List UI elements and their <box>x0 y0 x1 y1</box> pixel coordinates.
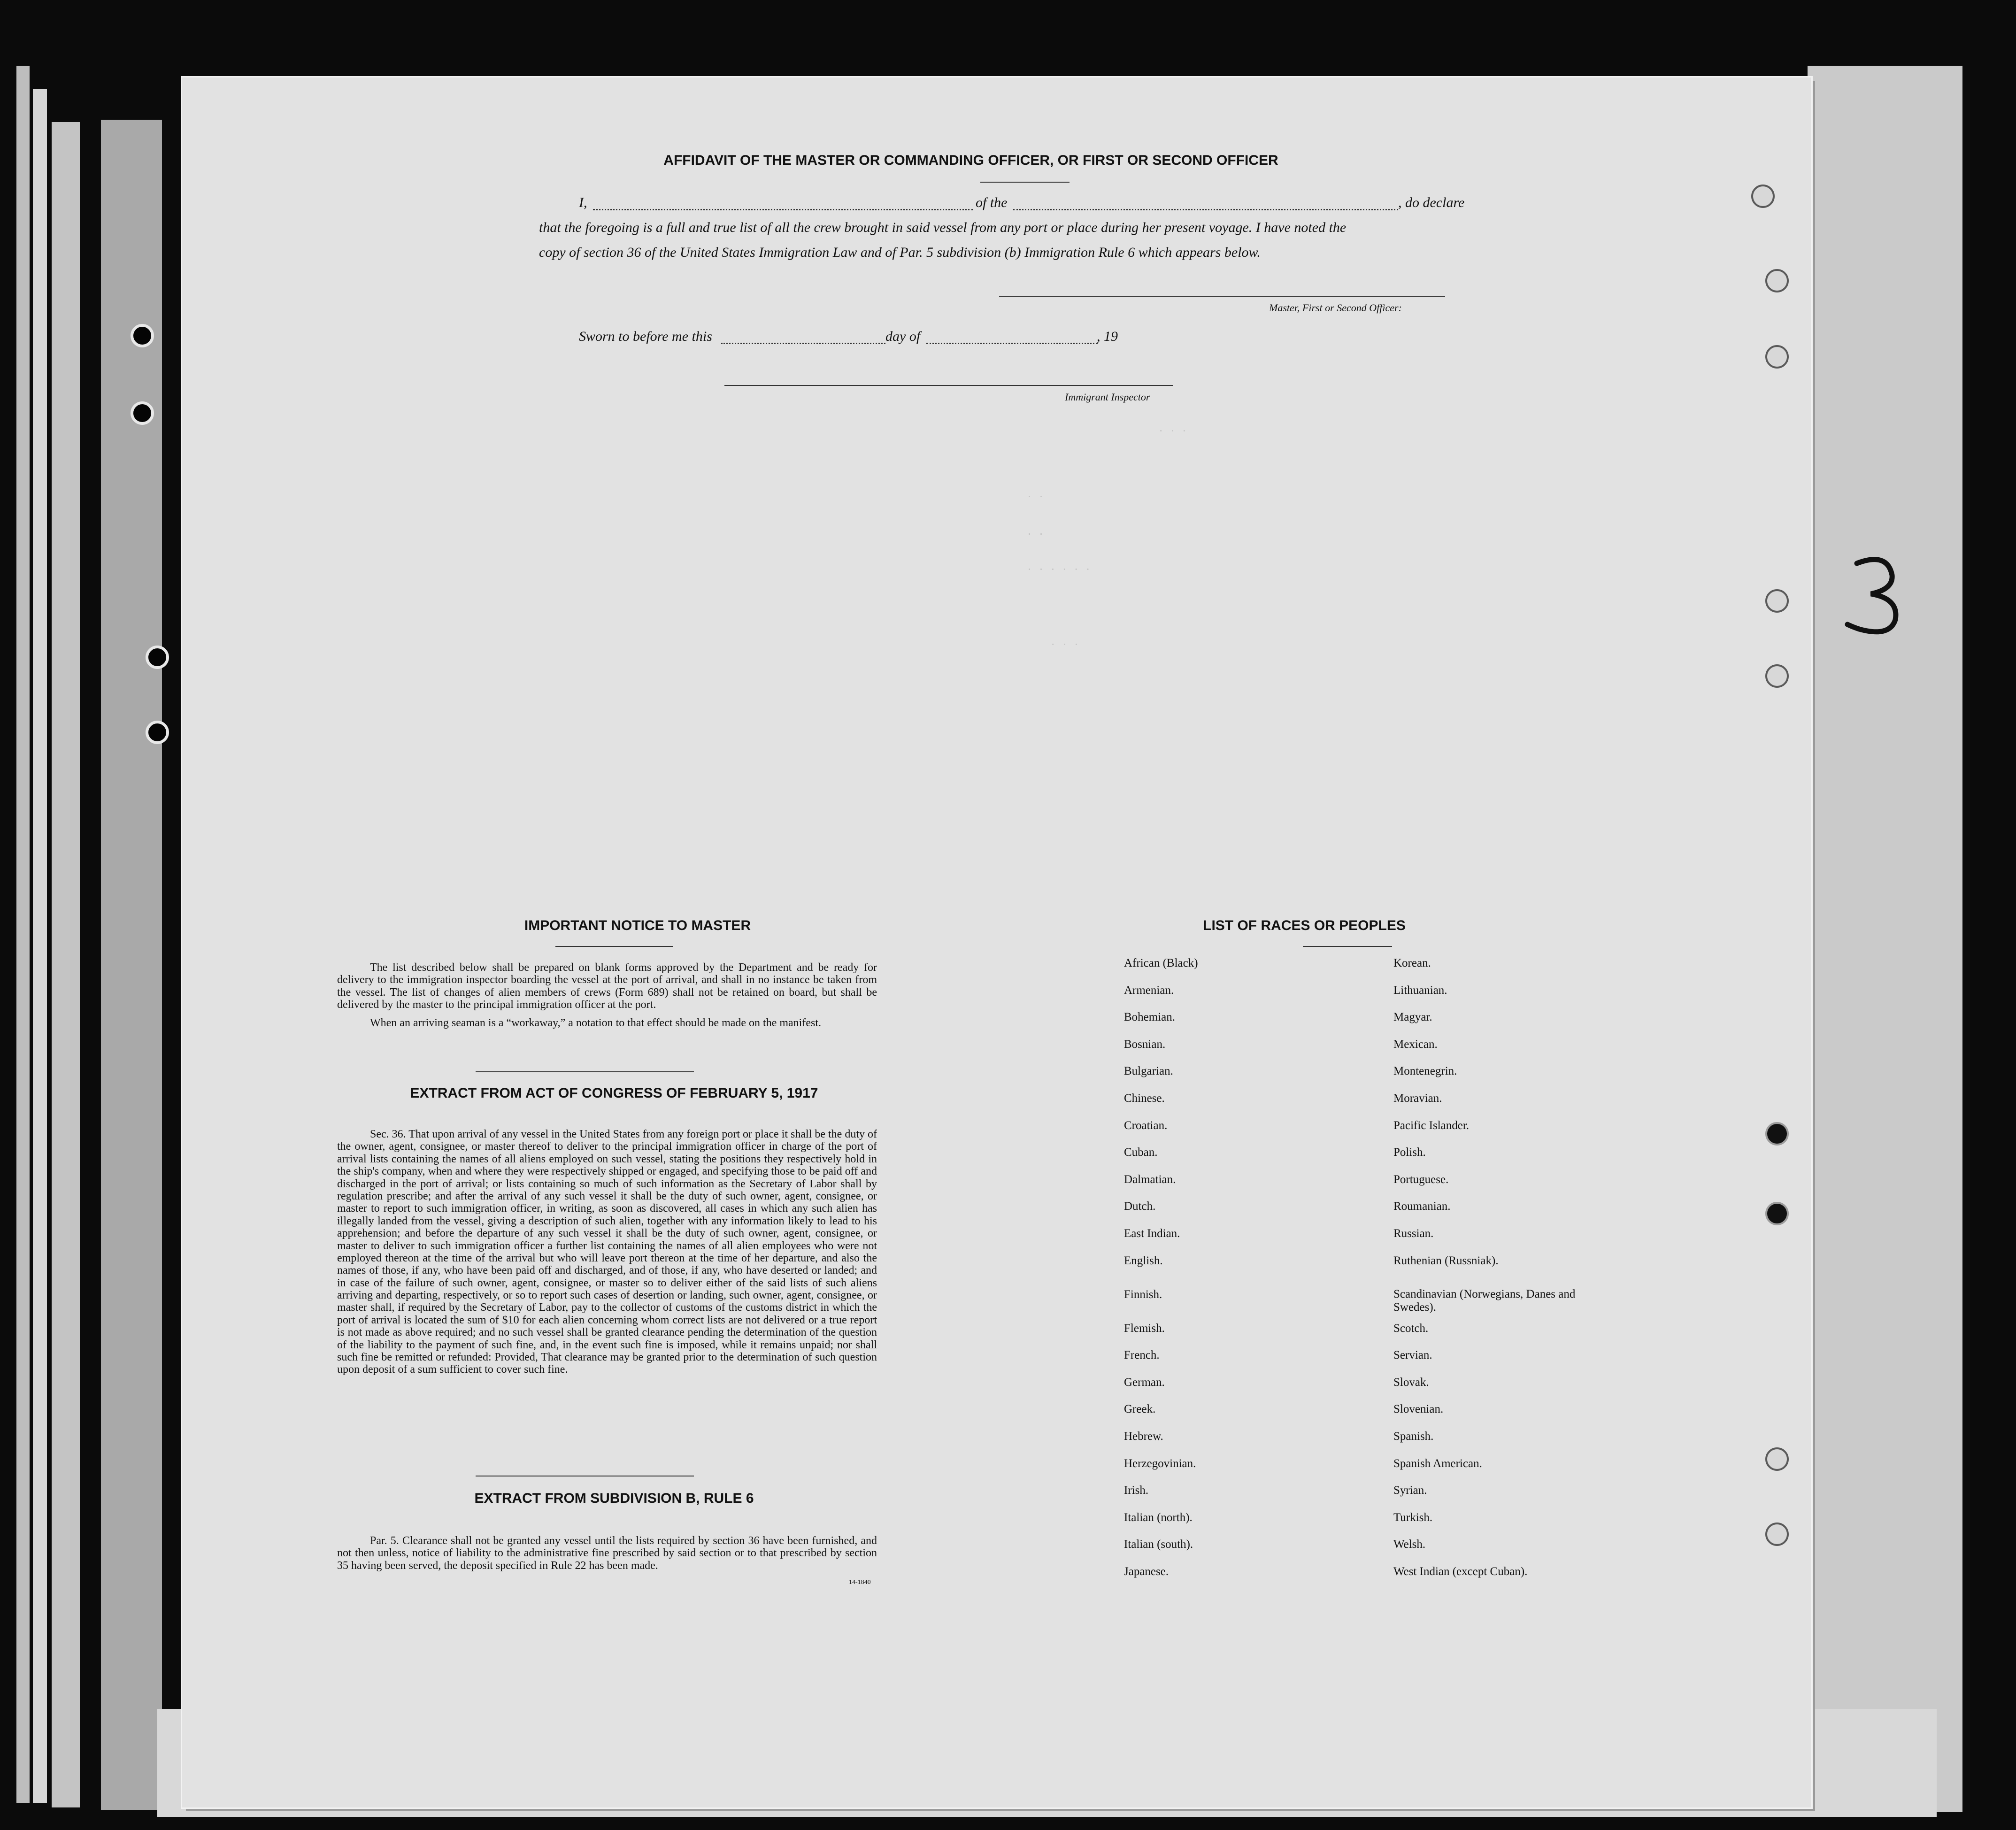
race-item: Croatian. <box>1124 1119 1168 1132</box>
race-item: Japanese. <box>1124 1565 1169 1578</box>
races-right-column <box>1393 956 1591 1592</box>
race-item: Bulgarian. <box>1124 1065 1173 1078</box>
stacked-sheet-edge <box>33 89 47 1803</box>
race-item: Chinese. <box>1124 1092 1165 1105</box>
sworn-label: Sworn to before me this <box>579 329 712 344</box>
stacked-sheet-edge <box>1808 66 1962 1812</box>
races-underline <box>1303 946 1392 947</box>
form-page <box>182 77 1811 1807</box>
race-item: Servian. <box>1393 1349 1432 1362</box>
affidavit-text-line1: that the foregoing is a full and true list of all the crew brought in said vessel from any port or place during her present voyage. I have noted the <box>539 220 1347 235</box>
race-item: Bosnian. <box>1124 1038 1166 1051</box>
extract-rule-title: EXTRACT FROM SUBDIVISION B, RULE 6 <box>474 1491 754 1506</box>
race-item: Greek. <box>1124 1403 1156 1416</box>
race-item: Magyar. <box>1393 1011 1432 1024</box>
affidavit-i-label: I, <box>579 195 587 210</box>
race-item: Pacific Islander. <box>1393 1119 1470 1132</box>
race-item: East Indian. <box>1124 1227 1180 1240</box>
notice-underline <box>555 946 673 947</box>
sworn-day-field[interactable] <box>721 343 885 344</box>
punch-hole <box>1751 185 1775 208</box>
punch-hole <box>1765 589 1789 613</box>
race-item: Flemish. <box>1124 1322 1165 1335</box>
race-item: Portuguese. <box>1393 1173 1449 1186</box>
race-item: Italian (north). <box>1124 1511 1193 1524</box>
name-field[interactable] <box>593 209 973 210</box>
race-item: Finnish. <box>1124 1288 1162 1301</box>
bleed-through-row: · · · <box>1159 423 1187 437</box>
punch-hole <box>1765 345 1789 369</box>
race-item: Scotch. <box>1393 1322 1429 1335</box>
race-item: Irish. <box>1124 1484 1149 1497</box>
race-item: Slovenian. <box>1393 1403 1444 1416</box>
race-item: West Indian (except Cuban). <box>1393 1565 1528 1578</box>
title-underline <box>980 182 1070 183</box>
race-item: Herzegovinian. <box>1124 1457 1196 1470</box>
race-item: Syrian. <box>1393 1484 1427 1497</box>
master-signature-label: Master, First or Second Officer: <box>1269 302 1402 314</box>
race-item: Scandinavian (Norwegians, Danes and Swedes). <box>1393 1287 1576 1314</box>
notice-para1: The list described below shall be prepared on blank forms approved by the Department and be ready for delivery to the immigration inspector boarding the vessel at the port of arrival, and shall in no instance be taken from the vessel. The list of changes of alien members of crews (Form 689) shall not be retained on board, but shall be delivered by the master to the principal immigration officer at the port. <box>337 961 877 1011</box>
race-item: Welsh. <box>1393 1538 1426 1551</box>
race-item: Polish. <box>1393 1146 1426 1159</box>
affidavit-do-declare-label: , do declare <box>1398 195 1465 210</box>
punch-hole <box>1765 1122 1789 1146</box>
section-divider <box>476 1071 694 1072</box>
affidavit-text-line2: copy of section 36 of the United States Immigration Law and of Par. 5 subdivision (b) Immigration Rule 6 which appears below. <box>539 245 1261 260</box>
race-item: Lithuanian. <box>1393 984 1447 997</box>
binding-hole <box>131 324 154 347</box>
bleed-through-row: · · · <box>1051 636 1079 651</box>
race-item: Dutch. <box>1124 1200 1156 1213</box>
race-item: Spanish American. <box>1393 1457 1482 1470</box>
race-item: African (Black) <box>1124 957 1198 969</box>
bleed-through-row: · · <box>1027 526 1044 540</box>
notice-title: IMPORTANT NOTICE TO MASTER <box>524 918 751 933</box>
races-left-column <box>1124 956 1198 1592</box>
day-of-label: day of <box>885 329 921 344</box>
extract-rule-body: Par. 5. Clearance shall not be granted any vessel until the lists required by section 36 have been furnished, and not then unless, notice of liability to the administrative fine prescribed by said section or to that prescribed by section 35 having been served, the deposit specified in Rule 22 has been made. <box>337 1535 877 1572</box>
affidavit-of-the-label: of the <box>976 195 1008 210</box>
race-item: Roumanian. <box>1393 1200 1451 1213</box>
master-signature-line[interactable] <box>999 296 1445 297</box>
vessel-field[interactable] <box>1013 209 1398 210</box>
race-item: Montenegrin. <box>1393 1065 1457 1078</box>
race-item: Armenian. <box>1124 984 1174 997</box>
binding-hole <box>146 646 169 669</box>
race-item: Dalmatian. <box>1124 1173 1176 1186</box>
stacked-sheet-edge <box>52 122 80 1807</box>
race-item: Moravian. <box>1393 1092 1442 1105</box>
extract-act-title: EXTRACT FROM ACT OF CONGRESS OF FEBRUARY 5, 1917 <box>410 1085 818 1101</box>
handwritten-number-mark <box>1843 554 1908 638</box>
race-item: Russian. <box>1393 1227 1434 1240</box>
race-item: Mexican. <box>1393 1038 1438 1051</box>
punch-hole <box>1765 1202 1789 1225</box>
bleed-through-row: · · · · · · <box>1027 561 1090 576</box>
race-item: Italian (south). <box>1124 1538 1193 1551</box>
race-item: German. <box>1124 1376 1165 1389</box>
notice-para2: When an arriving seaman is a “workaway,” a notation to that effect should be made on the manifest. <box>370 1017 821 1029</box>
race-item: Turkish. <box>1393 1511 1433 1524</box>
binding-hole <box>146 721 169 744</box>
extract-act-body: Sec. 36. That upon arrival of any vessel in the United States from any foreign port or place it shall be the duty of the owner, agent, consignee, or master thereof to deliver to the principal immigration officer in charge of the port of arrival lists containing the names of all aliens employed on such vessel, stating the positions they respectively hold in the ship's company, when and where they were respectively shipped or engaged, and specifying those to be paid off and discharged in the port of arrival; or lists containing so much of such information as the Secretary of Labor shall by regulation prescribe; and after the arrival of any such vessel it shall be the duty of such owner, agent, consignee, or master to report to such immigration officer, in writing, as soon as discovered, all cases in which any such alien has illegally landed from the vessel, giving a description of such alien, together with any information likely to lead to his apprehension; and before the departure of any such vessel it shall be the duty of such owner, agent, consignee, or master to deliver to such immigration officer a further list containing the names of all alien employees who were not employed thereon at the time of the arrival but who will leave port thereon at the time of her departure, and also the names of those, if any, who have been paid off and discharged, and of those, if any, who have deserted or landed; and in case of the failure of such owner, agent, consignee, or master so to deliver either of the said lists of such aliens arriving and departing, respectively, or so to report such cases of desertion or landing, such owner, agent, consignee, or master shall, if required by the Secretary of Labor, pay to the collector of customs of the customs district in which the port of arrival is located the sum of $10 for each alien concerning whom correct lists are not delivered or a true report is not made as above required; and no such vessel shall be granted clearance pending the determination of the question of the liability to the payment of such fine, and, in the event such fine is imposed, while it remains unpaid; nor shall such fine be remitted or refunded: Provided, That clearance may be granted prior to the determination of such question upon deposit of a sum sufficient to cover such fine. <box>337 1128 877 1376</box>
race-item: Korean. <box>1393 957 1431 969</box>
inspector-label: Immigrant Inspector <box>1065 391 1150 403</box>
race-item: Spanish. <box>1393 1430 1434 1443</box>
affidavit-title: AFFIDAVIT OF THE MASTER OR COMMANDING OFFICER, OR FIRST OR SECOND OFFICER <box>663 153 1278 168</box>
punch-hole <box>1765 664 1789 688</box>
stacked-sheet-edge <box>16 66 30 1803</box>
binding-hole <box>131 401 154 425</box>
punch-hole <box>1765 1447 1789 1471</box>
form-number: 14-1840 <box>849 1579 871 1586</box>
punch-hole <box>1765 1522 1789 1546</box>
race-item: French. <box>1124 1349 1160 1362</box>
race-item: English. <box>1124 1254 1163 1267</box>
inspector-signature-line[interactable] <box>724 385 1173 386</box>
stacked-sheet-edge <box>101 120 162 1810</box>
race-item: Bohemian. <box>1124 1011 1176 1024</box>
year-label: , 19 <box>1097 329 1118 344</box>
sworn-month-field[interactable] <box>926 343 1098 344</box>
race-item: Hebrew. <box>1124 1430 1163 1443</box>
races-title: LIST OF RACES OR PEOPLES <box>1203 918 1406 933</box>
race-item: Slovak. <box>1393 1376 1429 1389</box>
race-item: Ruthenian (Russniak). <box>1393 1254 1499 1267</box>
punch-hole <box>1765 269 1789 292</box>
bleed-through-row: · · <box>1027 488 1044 503</box>
race-item: Cuban. <box>1124 1146 1158 1159</box>
